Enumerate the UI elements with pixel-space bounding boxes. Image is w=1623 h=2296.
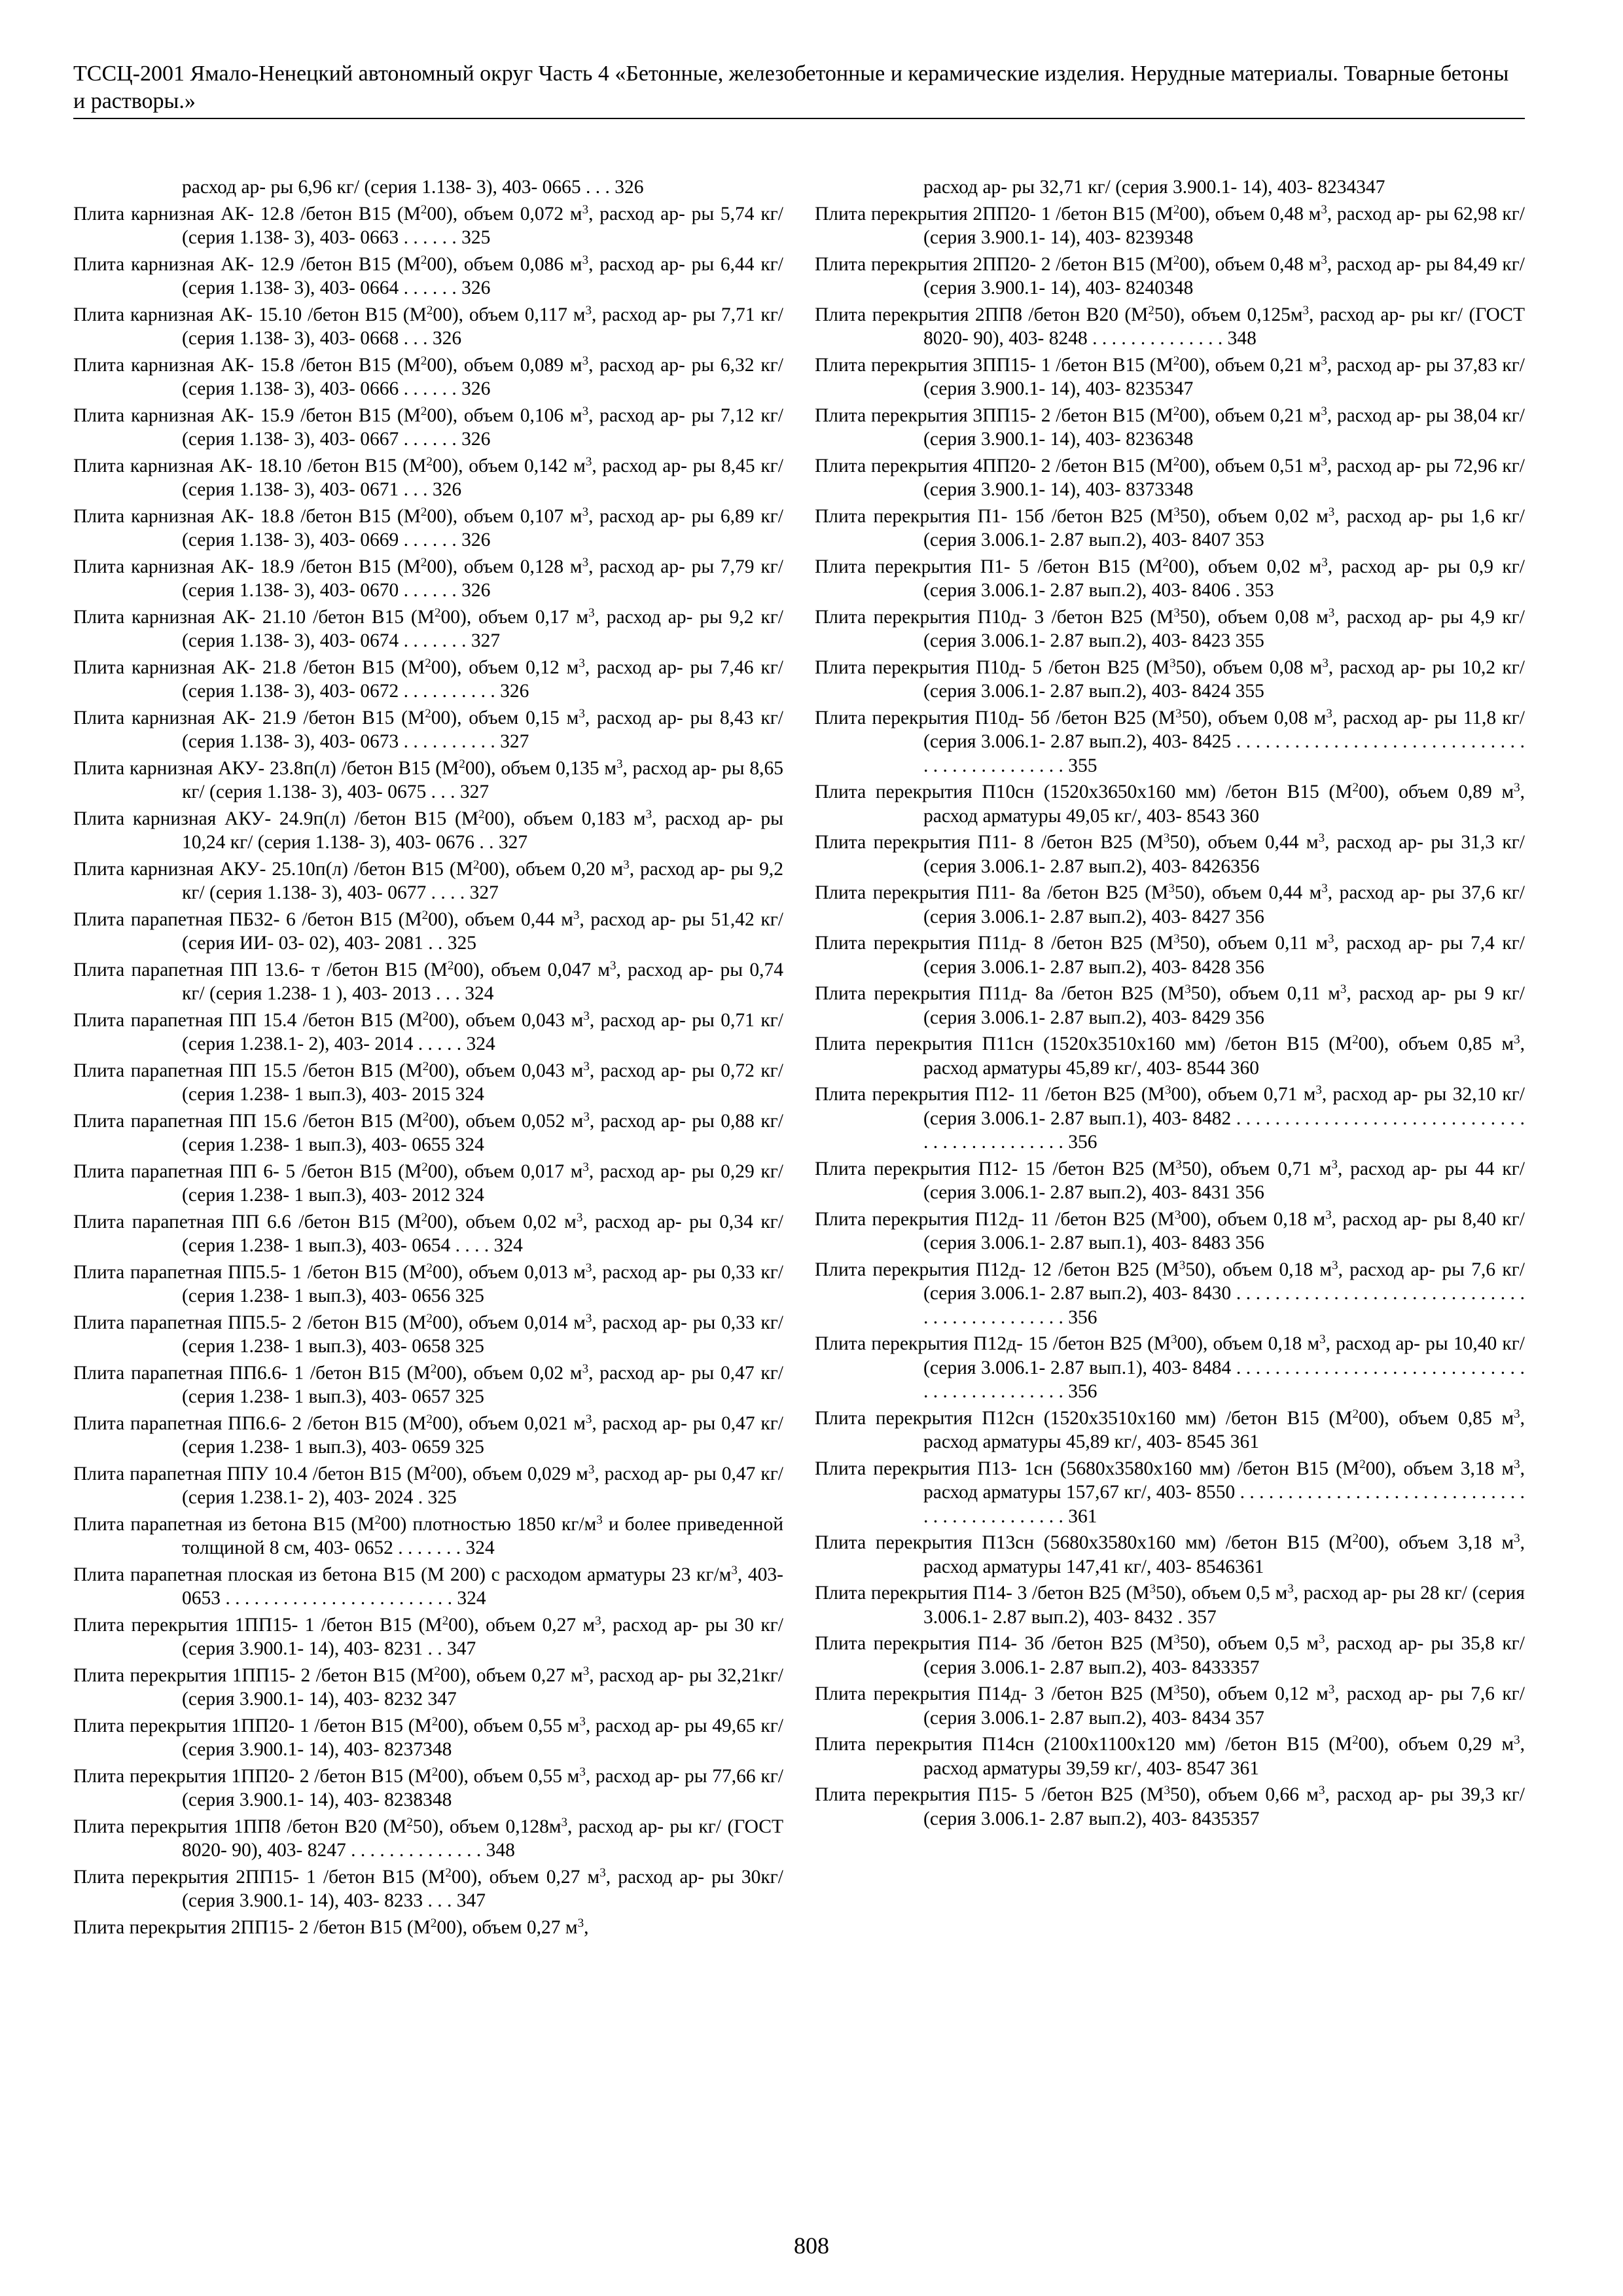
left-index-entry: Плита карнизная АК- 15.9 /бетон В15 $(М^200)$, объем 0,106 $м^3$, расход ар- ры 7,12 кг/ (серия 1.138- 3), 403- 0667 . . . . . . 326 [73,404,783,450]
right-index-entry: Плита перекрытия П14д- 3 /бетон В25 $(М^350)$, объем 0,12 $м^3$, расход ар- ры 7,6 кг/ (серия 3.006.1- 2.87 вып.2), 403- 8434 357 [815,1683,1525,1729]
left-index-entry: Плита карнизная АКУ- 23.8п(л) /бетон В15 $(М^200)$, объем 0,135 $м^3$, расход ар- ры 8,65 кг/ (серия 1.138- 3), 403- 0675 . . . 327 [73,757,783,802]
right-index-entry: Плита перекрытия 2ПП20- 1 /бетон В15 $(М^200)$, объем 0,48 $м^3$, расход ар- ры 62,98 кг/ (серия 3.900.1- 14), 403- 8239348 [815,202,1525,248]
right-index-entry: Плита перекрытия П10д- 3 /бетон В25 $(М^350)$, объем 0,08 $м^3$, расход ар- ры 4,9 кг/ (серия 3.006.1- 2.87 вып.2), 403- 8423 355 [815,605,1525,651]
right-index-entry: Плита перекрытия 3ПП15- 2 /бетон В15 $(М^200)$, объем 0,21 $м^3$, расход ар- ры 38,04 кг/ (серия 3.900.1- 14), 403- 8236348 [815,404,1525,450]
left-index-entry: Плита парапетная ПП 6- 5 /бетон В15 $(М^200)$, объем 0,017 $м^3$, расход ар- ры 0,29 кг/ (серия 1.238- 1 вып.3), 403- 2012 324 [73,1160,783,1206]
right-index-entry: Плита перекрытия П13сн (5680х3580х160 мм) /бетон В15 $(М^200)$, объем 3,18 $м^3$, расход арматуры 147,41 кг/, 403- 8546361 [815,1532,1525,1577]
right-index-entry: Плита перекрытия П14- 3 /бетон В25 $(М^350)$, объем 0,5 $м^3$, расход ар- ры 28 кг/ (серия 3.006.1- 2.87 вып.2), 403- 8432 . 357 [815,1582,1525,1628]
right-index-entry: Плита перекрытия П12д- 11 /бетон В25 $(М^300)$, объем 0,18 $м^3$, расход ар- ры 8,40 кг/ (серия 3.006.1- 2.87 вып.1), 403- 8483 356 [815,1208,1525,1253]
left-index-entry: Плита карнизная АК- 12.9 /бетон В15 $(М^200)$, объем 0,086 $м^3$, расход ар- ры 6,44 кг/ (серия 1.138- 3), 403- 0664 . . . . . . 326 [73,253,783,298]
right-index-entry: Плита перекрытия П10д- 5 /бетон В25 $(М^350)$, объем 0,08 $м^3$, расход ар- ры 10,2 кг/ (серия 3.006.1- 2.87 вып.2), 403- 8424 355 [815,656,1525,702]
left-index-entry: Плита карнизная АКУ- 24.9п(л) /бетон В15 $(М^200)$, объем 0,183 $м^3$, расход ар- ры 10,24 кг/ (серия 1.138- 3), 403- 0676 . . 327 [73,807,783,853]
right-index-entry: Плита перекрытия П14сн (2100х1100х120 мм) /бетон В15 $(М^200)$, объем 0,29 $м^3$, расход арматуры 39,59 кг/, 403- 8547 361 [815,1733,1525,1779]
right-index-entry: Плита перекрытия 2ПП20- 2 /бетон В15 $(М^200)$, объем 0,48 $м^3$, расход ар- ры 84,49 кг/ (серия 3.900.1- 14), 403- 8240348 [815,253,1525,298]
left-index-entry: Плита карнизная АКУ- 25.10п(л) /бетон В15 $(М^200)$, объем 0,20 $м^3$, расход ар- ры 9,2 кг/ (серия 1.138- 3), 403- 0677 . . . . 327 [73,857,783,903]
right-index-entry: Плита перекрытия 3ПП15- 1 /бетон В15 $(М^200)$, объем 0,21 $м^3$, расход ар- ры 37,83 кг/ (серия 3.900.1- 14), 403- 8235347 [815,353,1525,399]
right-index-entry: Плита перекрытия П14- 3б /бетон В25 $(М^350)$, объем 0,5 $м^3$, расход ар- ры 35,8 кг/ (серия 3.006.1- 2.87 вып.2), 403- 8433357 [815,1632,1525,1678]
left-index-entry: Плита карнизная АК- 21.9 /бетон В15 $(М^200)$, объем 0,15 $м^3$, расход ар- ры 8,43 кг/ (серия 1.138- 3), 403- 0673 . . . . . . . . . . 327 [73,706,783,752]
left-index-entry: Плита карнизная АК- 12.8 /бетон В15 $(М^200)$, объем 0,072 $м^3$, расход ар- ры 5,74 кг/ (серия 1.138- 3), 403- 0663 . . . . . . 325 [73,202,783,248]
left-index-entry: Плита парапетная из бетона В15 $(М^200)$ плотностью 1850 $кг/м^3$ и более приведенной толщиной 8 см, 403- 0652 . . . . . . . 324 [73,1513,783,1558]
right-index-entry: Плита перекрытия 2ПП8 /бетон В20 $(М^250)$, объем $0,125м^3$, расход ар- ры кг/ (ГОСТ 8020- 90), 403- 8248 . . . . . . . . . . . . . . 348 [815,303,1525,349]
right-index-entry: Плита перекрытия П12д- 12 /бетон В25 $(М^350)$, объем 0,18 $м^3$, расход ар- ры 7,6 кг/ (серия 3.006.1- 2.87 вып.2), 403- 8430 . . . . . . . . . . . . . . . . . . . . . . . . . . . . . . . . . . . . . . . . . . . . . 356 [815,1258,1525,1328]
right-index-entry: расход ар- ры 32,71 кг/ (серия 3.900.1- 14), 403- 8234347 [923,177,1385,198]
left-index-entry: Плита перекрытия 1ПП15- 2 /бетон В15 $(М^200)$, объем 0,27 $м^3$, расход ар- ры 32,21кг/ (серия 3.900.1- 14), 403- 8232 347 [73,1664,783,1710]
right-index-entry: Плита перекрытия П11д- 8 /бетон В25 $(М^350)$, объем 0,11 $м^3$, расход ар- ры 7,4 кг/ (серия 3.006.1- 2.87 вып.2), 403- 8428 356 [815,932,1525,978]
right-index-entry: Плита перекрытия П1- 15б /бетон В25 $(М^350)$, объем 0,02 $м^3$, расход ар- ры 1,6 кг/ (серия 3.006.1- 2.87 вып.2), 403- 8407 353 [815,505,1525,550]
left-index-entry: Плита карнизная АК- 18.9 /бетон В15 $(М^200)$, объем 0,128 $м^3$, расход ар- ры 7,79 кг/ (серия 1.138- 3), 403- 0670 . . . . . . 326 [73,555,783,601]
right-index-entry: Плита перекрытия П10сн (1520х3650х160 мм) /бетон В15 $(М^200)$, объем 0,89 $м^3$, расход арматуры 49,05 кг/, 403- 8543 360 [815,781,1525,827]
left-index-entry: Плита парапетная ПБ32- 6 /бетон В15 $(М^200)$, объем 0,44 $м^3$, расход ар- ры 51,42 кг/ (серия ИИ- 03- 02), 403- 2081 . . 325 [73,908,783,954]
left-index-entry: Плита карнизная АК- 18.8 /бетон В15 $(М^200)$, объем 0,107 $м^3$, расход ар- ры 6,89 кг/ (серия 1.138- 3), 403- 0669 . . . . . . 326 [73,505,783,550]
left-index-entry: Плита карнизная АК- 18.10 /бетон В15 $(М^200)$, объем 0,142 $м^3$, расход ар- ры 8,45 кг/ (серия 1.138- 3), 403- 0671 . . . 326 [73,454,783,500]
right-index-entry: Плита перекрытия П15- 5 /бетон В25 $(М^350)$, объем 0,66 $м^3$, расход ар- ры 39,3 кг/ (серия 3.006.1- 2.87 вып.2), 403- 8435357 [815,1784,1525,1829]
right-index-entry: Плита перекрытия П11- 8 /бетон В25 $(М^350)$, объем 0,44 $м^3$, расход ар- ры 31,3 кг/ (серия 3.006.1- 2.87 вып.2), 403- 8426356 [815,831,1525,877]
left-index-entry: Плита парапетная ПП 15.4 /бетон В15 $(М^200)$, объем 0,043 $м^3$, расход ар- ры 0,71 кг/ (серия 1.238.1- 2), 403- 2014 . . . . . 324 [73,1009,783,1054]
right-index-entry: Плита перекрытия П11сн (1520х3510х160 мм) /бетон В15 $(М^200)$, объем 0,85 $м^3$, расход арматуры 45,89 кг/, 403- 8544 360 [815,1033,1525,1079]
left-index-entry: Плита парапетная плоская из бетона В15 (М 200) с расходом арматуры 23 $кг/м^3$, 403- 0653 . . . . . . . . . . . . . . . . . . . . . . . . 324 [73,1563,783,1609]
left-index-entry: Плита парапетная ПП 6.6 /бетон В15 $(М^200)$, объем 0,02 $м^3$, расход ар- ры 0,34 кг/ (серия 1.238- 1 вып.3), 403- 0654 . . . . 324 [73,1210,783,1256]
left-index-entry: Плита парапетная ПП 15.6 /бетон В15 $(М^200)$, объем 0,052 $м^3$, расход ар- ры 0,88 кг/ (серия 1.238- 1 вып.3), 403- 0655 324 [73,1109,783,1155]
right-index-entry: Плита перекрытия П12- 11 /бетон В25 $(М^300)$, объем 0,71 $м^3$, расход ар- ры 32,10 кг/ (серия 3.006.1- 2.87 вып.1), 403- 8482 . . . . . . . . . . . . . . . . . . . . . . . . . . . . . . . . . . . . . . . . . . . . . 356 [815,1083,1525,1153]
left-index-entry: Плита перекрытия 1ПП20- 2 /бетон В15 $(М^200)$, объем 0,55 $м^3$, расход ар- ры 77,66 кг/ (серия 3.900.1- 14), 403- 8238348 [73,1765,783,1810]
left-index-entry: Плита парапетная ПП 15.5 /бетон В15 $(М^200)$, объем 0,043 $м^3$, расход ар- ры 0,72 кг/ (серия 1.238- 1 вып.3), 403- 2015 324 [73,1059,783,1105]
left-index-entry: Плита карнизная АК- 21.10 /бетон В15 $(М^200)$, объем 0,17 $м^3$, расход ар- ры 9,2 кг/ (серия 1.138- 3), 403- 0674 . . . . . . . 327 [73,605,783,651]
left-index-entry: Плита парапетная ПП6.6- 2 /бетон В15 $(М^200)$, объем 0,021 $м^3$, расход ар- ры 0,47 кг/ (серия 1.238- 1 вып.3), 403- 0659 325 [73,1412,784,1458]
right-index-entry: Плита перекрытия П11д- 8а /бетон В25 $(М^350)$, объем 0,11 $м^3$, расход ар- ры 9 кг/ (серия 3.006.1- 2.87 вып.2), 403- 8429 356 [815,982,1525,1028]
left-index-entry: Плита перекрытия 2ПП15- 1 /бетон В15 $(М^200)$, объем 0,27 $м^3$, расход ар- ры 30кг/ (серия 3.900.1- 14), 403- 8233 . . . 347 [73,1865,783,1911]
left-index-entry: Плита карнизная АК- 15.8 /бетон В15 $(М^200)$, объем 0,089 $м^3$, расход ар- ры 6,32 кг/ (серия 1.138- 3), 403- 0666 . . . . . . 326 [73,353,783,399]
right-index-column [815,175,1525,1833]
right-index-entry: Плита перекрытия П1- 5 /бетон В15 $(М^200)$, объем 0,02 $м^3$, расход ар- ры 0,9 кг/ (серия 3.006.1- 2.87 вып.2), 403- 8406 . 353 [815,555,1525,601]
left-index-entry: Плита парапетная ПП6.6- 1 /бетон В15 $(М^200)$, объем 0,02 $м^3$, расход ар- ры 0,47 кг/ (серия 1.238- 1 вып.3), 403- 0657 325 [73,1361,783,1407]
left-index-entry: Плита карнизная АК- 15.10 /бетон В15 $(М^200)$, объем 0,117 $м^3$, расход ар- ры 7,71 кг/ (серия 1.138- 3), 403- 0668 . . . 326 [73,303,783,349]
page-number: 808 [794,2233,829,2259]
right-index-entry: Плита перекрытия П12сн (1520х3510х160 мм) /бетон В15 $(М^200)$, объем 0,85 $м^3$, расход арматуры 45,89 кг/, 403- 8545 361 [815,1407,1525,1452]
document-header [73,60,1525,119]
right-index-entry: Плита перекрытия 4ПП20- 2 /бетон В15 $(М^200)$, объем 0,51 $м^3$, расход ар- ры 72,96 кг/ (серия 3.900.1- 14), 403- 8373348 [815,454,1525,500]
right-index-entry: Плита перекрытия П12- 15 /бетон В25 $(М^350)$, объем 0,71 $м^3$, расход ар- ры 44 кг/ (серия 3.006.1- 2.87 вып.2), 403- 8431 356 [815,1157,1525,1203]
left-index-column [73,175,783,1942]
left-index-entry: Плита парапетная ПП5.5- 1 /бетон В15 $(М^200)$, объем 0,013 $м^3$, расход ар- ры 0,33 кг/ (серия 1.238- 1 вып.3), 403- 0656 325 [73,1261,784,1306]
left-index-entry: Плита парапетная ППУ 10.4 /бетон В15 $(М^200)$, объем 0,029 $м^3$, расход ар- ры 0,47 кг/ (серия 1.238.1- 2), 403- 2024 . 325 [73,1462,783,1508]
left-index-entry: Плита перекрытия 1ПП15- 1 /бетон В15 $(М^200)$, объем 0,27 $м^3$, расход ар- ры 30 кг/ (серия 3.900.1- 14), 403- 8231 . . 347 [73,1613,783,1659]
right-index-entry: Плита перекрытия П10д- 5б /бетон В25 $(М^350)$, объем 0,08 $м^3$, расход ар- ры 11,8 кг/ (серия 3.006.1- 2.87 вып.2), 403- 8425 . . . . . . . . . . . . . . . . . . . . . . . . . . . . . . . . . . . . . . . . . . . . . 355 [815,706,1525,776]
left-index-entry: Плита парапетная ПП 13.6- т /бетон В15 $(М^200)$, объем 0,047 $м^3$, расход ар- ры 0,74 кг/ (серия 1.238- 1 ), 403- 2013 . . . 324 [73,958,783,1004]
left-index-entry: Плита парапетная ПП5.5- 2 /бетон В15 $(М^200)$, объем 0,014 $м^3$, расход ар- ры 0,33 кг/ (серия 1.238- 1 вып.3), 403- 0658 325 [73,1311,784,1357]
header-title: ТССЦ-2001 Ямало-Ненецкий автономный округ Часть 4 «Бетонные, железобетонные и керамические изделия. Нерудные материалы. Товарные бетоны и растворы.» [73,62,1509,113]
left-index-entry: Плита перекрытия 1ПП20- 1 /бетон В15 $(М^200)$, объем 0,55 $м^3$, расход ар- ры 49,65 кг/ (серия 3.900.1- 14), 403- 8237348 [73,1714,783,1760]
left-index-entry: Плита перекрытия 1ПП8 /бетон В20 $(М^250)$, объем $0,128м^3$, расход ар- ры кг/ (ГОСТ 8020- 90), 403- 8247 . . . . . . . . . . . . . . 348 [73,1815,783,1861]
right-index-entry: Плита перекрытия П11- 8а /бетон В25 $(М^350)$, объем 0,44 $м^3$, расход ар- ры 37,6 кг/ (серия 3.006.1- 2.87 вып.2), 403- 8427 356 [815,882,1525,927]
left-index-entry: Плита карнизная АК- 21.8 /бетон В15 $(М^200)$, объем 0,12 $м^3$, расход ар- ры 7,46 кг/ (серия 1.138- 3), 403- 0672 . . . . . . . . . . 326 [73,656,783,702]
left-index-entry: расход ар- ры 6,96 кг/ (серия 1.138- 3), 403- 0665 . . . 326 [182,177,644,198]
left-index-entry: Плита перекрытия 2ПП15- 2 /бетон В15 $(М^200)$, объем 0,27 $м^3$, [73,1916,589,1938]
right-index-entry: Плита перекрытия П13- 1сн (5680х3580х160 мм) /бетон В15 $(М^200)$, объем 3,18 $м^3$, расход арматуры 157,67 кг/, 403- 8550 . . . . . . . . . . . . . . . . . . . . . . . . . . . . . . . . . . . . . . . . . . . . . 361 [815,1457,1525,1527]
right-index-entry: Плита перекрытия П12д- 15 /бетон В25 $(М^300)$, объем 0,18 $м^3$, расход ар- ры 10,40 кг/ (серия 3.006.1- 2.87 вып.1), 403- 8484 . . . . . . . . . . . . . . . . . . . . . . . . . . . . . . . . . . . . . . . . . . . . . 356 [815,1333,1525,1402]
